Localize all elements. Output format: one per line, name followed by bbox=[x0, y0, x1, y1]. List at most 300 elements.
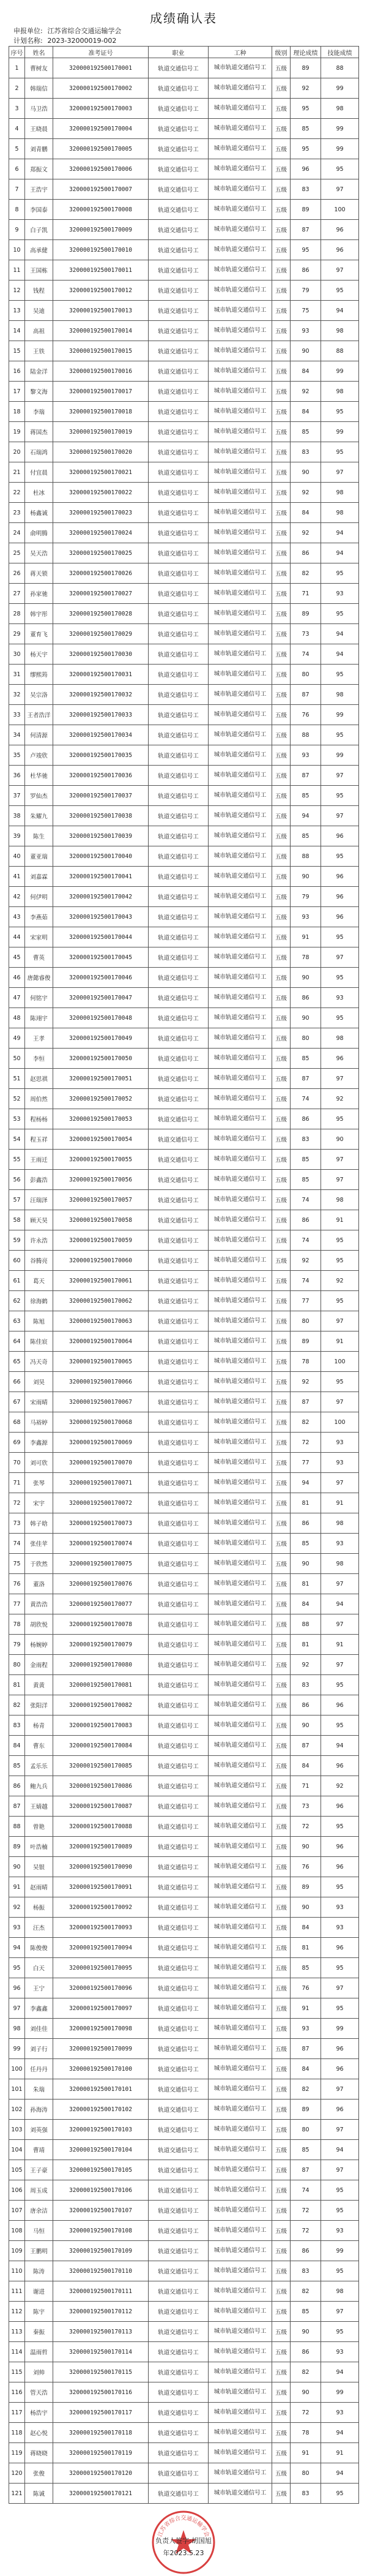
cell-theory: 81 bbox=[291, 1938, 321, 1958]
cell-no: 116 bbox=[9, 2382, 25, 2403]
cell-occupation: 轨道交通信号工 bbox=[149, 483, 209, 503]
cell-theory: 77 bbox=[291, 1291, 321, 1311]
cell-no: 113 bbox=[9, 2322, 25, 2342]
cell-no: 23 bbox=[9, 503, 25, 523]
cell-no: 92 bbox=[9, 1897, 25, 1918]
cell-theory: 72 bbox=[291, 2221, 321, 2241]
cell-level: 五级 bbox=[272, 200, 291, 220]
cell-no: 12 bbox=[9, 281, 25, 301]
cell-level: 五级 bbox=[272, 220, 291, 240]
cell-theory: 72 bbox=[291, 1817, 321, 1837]
cell-level: 五级 bbox=[272, 1877, 291, 1897]
cell-name: 何铭宇 bbox=[25, 988, 53, 1008]
cell-skill: 95 bbox=[321, 1230, 359, 1251]
cell-skill: 97 bbox=[321, 462, 359, 483]
cell-name: 赵思祺 bbox=[25, 1069, 53, 1089]
table-row bbox=[9, 2140, 359, 2160]
cell-level: 五级 bbox=[272, 806, 291, 826]
cell-occupation: 轨道交通信号工 bbox=[149, 1049, 209, 1069]
cell-theory: 78 bbox=[291, 2423, 321, 2443]
cell-work-type: 城市轨道交通信号工 bbox=[209, 867, 272, 887]
table-row bbox=[9, 2261, 359, 2281]
cell-ticket: 320000192500170078 bbox=[53, 1614, 149, 1635]
cell-level: 五级 bbox=[272, 1675, 291, 1695]
cell-name: 马恒 bbox=[25, 2221, 53, 2241]
cell-skill: 91 bbox=[321, 1210, 359, 1230]
cell-no: 66 bbox=[9, 1372, 25, 1392]
cell-level: 五级 bbox=[272, 745, 291, 766]
cell-ticket: 320000192500170044 bbox=[53, 927, 149, 947]
cell-name: 程玉祥 bbox=[25, 1129, 53, 1150]
cell-no: 77 bbox=[9, 1594, 25, 1614]
cell-ticket: 320000192500170101 bbox=[53, 2079, 149, 2100]
cell-name: 陈俊俊 bbox=[25, 1938, 53, 1958]
cell-theory: 89 bbox=[291, 1331, 321, 1352]
cell-level: 五级 bbox=[272, 1817, 291, 1837]
cell-ticket: 320000192500170012 bbox=[53, 281, 149, 301]
cell-level: 五级 bbox=[272, 2281, 291, 2302]
cell-level: 五级 bbox=[272, 1109, 291, 1129]
cell-work-type: 城市轨道交通信号工 bbox=[209, 2423, 272, 2443]
cell-ticket: 320000192500170029 bbox=[53, 624, 149, 644]
cell-occupation: 轨道交通信号工 bbox=[149, 1796, 209, 1817]
cell-name: 谢进 bbox=[25, 2281, 53, 2302]
cell-skill: 90 bbox=[321, 1129, 359, 1150]
cell-no: 22 bbox=[9, 483, 25, 503]
cell-work-type: 城市轨道交通信号工 bbox=[209, 1918, 272, 1938]
cell-no: 34 bbox=[9, 725, 25, 745]
table-row bbox=[9, 1655, 359, 1675]
cell-name: 卢竣欣 bbox=[25, 745, 53, 766]
cell-ticket: 320000192500170048 bbox=[53, 1008, 149, 1028]
cell-theory: 90 bbox=[291, 2382, 321, 2403]
cell-occupation: 轨道交通信号工 bbox=[149, 2342, 209, 2362]
table-row bbox=[9, 1837, 359, 1857]
cell-skill: 93 bbox=[321, 1453, 359, 1473]
cell-level: 五级 bbox=[272, 1897, 291, 1918]
cell-no: 101 bbox=[9, 2079, 25, 2100]
cell-level: 五级 bbox=[272, 1938, 291, 1958]
cell-name: 宋家明 bbox=[25, 927, 53, 947]
cell-no: 68 bbox=[9, 1412, 25, 1433]
cell-work-type: 城市轨道交通信号工 bbox=[209, 220, 272, 240]
cell-work-type: 城市轨道交通信号工 bbox=[209, 1008, 272, 1028]
cell-name: 王晓晨 bbox=[25, 119, 53, 139]
cell-name: 陈宇 bbox=[25, 2302, 53, 2322]
cell-no: 28 bbox=[9, 604, 25, 624]
cell-occupation: 轨道交通信号工 bbox=[149, 2362, 209, 2382]
cell-occupation: 轨道交通信号工 bbox=[149, 2322, 209, 2342]
plan-name-value: 2023-32000019-002 bbox=[47, 37, 117, 45]
cell-level: 五级 bbox=[272, 1352, 291, 1372]
table-row bbox=[9, 927, 359, 947]
table-row bbox=[9, 1554, 359, 1574]
cell-ticket: 320000192500170073 bbox=[53, 1513, 149, 1534]
table-row bbox=[9, 523, 359, 543]
cell-level: 五级 bbox=[272, 1129, 291, 1150]
cell-theory: 73 bbox=[291, 624, 321, 644]
cell-ticket: 320000192500170095 bbox=[53, 1958, 149, 1978]
cell-level: 五级 bbox=[272, 2039, 291, 2059]
cell-skill: 94 bbox=[321, 624, 359, 644]
table-row bbox=[9, 361, 359, 382]
cell-name: 吴银 bbox=[25, 1857, 53, 1877]
cell-occupation: 轨道交通信号工 bbox=[149, 2261, 209, 2281]
cell-skill: 95 bbox=[321, 2180, 359, 2201]
cell-no: 65 bbox=[9, 1352, 25, 1372]
cell-name: 王子豪 bbox=[25, 2160, 53, 2180]
cell-skill: 93 bbox=[321, 988, 359, 1008]
table-row bbox=[9, 2403, 359, 2423]
cell-ticket: 320000192500170001 bbox=[53, 58, 149, 78]
cell-level: 五级 bbox=[272, 1433, 291, 1453]
cell-theory: 85 bbox=[291, 1958, 321, 1978]
cell-name: 鲍九兵 bbox=[25, 1776, 53, 1796]
cell-theory: 81 bbox=[291, 1493, 321, 1513]
cell-work-type: 城市轨道交通信号工 bbox=[209, 1291, 272, 1311]
cell-occupation: 轨道交通信号工 bbox=[149, 1857, 209, 1877]
cell-level: 五级 bbox=[272, 462, 291, 483]
table-row bbox=[9, 402, 359, 422]
cell-work-type: 城市轨道交通信号工 bbox=[209, 260, 272, 281]
cell-work-type: 城市轨道交通信号工 bbox=[209, 1594, 272, 1614]
cell-skill: 95 bbox=[321, 725, 359, 745]
cell-occupation: 轨道交通信号工 bbox=[149, 1554, 209, 1574]
cell-occupation: 轨道交通信号工 bbox=[149, 867, 209, 887]
cell-skill: 97 bbox=[321, 1978, 359, 1998]
cell-skill: 97 bbox=[321, 1069, 359, 1089]
cell-ticket: 320000192500170097 bbox=[53, 1998, 149, 2019]
cell-skill: 97 bbox=[321, 1150, 359, 1170]
cell-work-type: 城市轨道交通信号工 bbox=[209, 665, 272, 685]
cell-work-type: 城市轨道交通信号工 bbox=[209, 927, 272, 947]
cell-work-type: 城市轨道交通信号工 bbox=[209, 1796, 272, 1817]
cell-no: 96 bbox=[9, 1978, 25, 1998]
cell-skill: 97 bbox=[321, 1170, 359, 1190]
cell-no: 41 bbox=[9, 867, 25, 887]
cell-level: 五级 bbox=[272, 2463, 291, 2484]
cell-work-type: 城市轨道交通信号工 bbox=[209, 1392, 272, 1412]
cell-skill: 96 bbox=[321, 1837, 359, 1857]
cell-no: 86 bbox=[9, 1776, 25, 1796]
cell-ticket: 320000192500170052 bbox=[53, 1089, 149, 1109]
cell-no: 61 bbox=[9, 1271, 25, 1291]
cell-occupation: 轨道交通信号工 bbox=[149, 2039, 209, 2059]
cell-no: 29 bbox=[9, 624, 25, 644]
cell-level: 五级 bbox=[272, 341, 291, 361]
table-row bbox=[9, 2484, 359, 2504]
table-row bbox=[9, 1190, 359, 1210]
cell-no: 24 bbox=[9, 523, 25, 543]
cell-skill: 95 bbox=[321, 1817, 359, 1837]
cell-occupation: 轨道交通信号工 bbox=[149, 907, 209, 927]
cell-level: 五级 bbox=[272, 1251, 291, 1271]
cell-level: 五级 bbox=[272, 1453, 291, 1473]
table-row bbox=[9, 1574, 359, 1594]
cell-level: 五级 bbox=[272, 786, 291, 806]
cell-name: 王宁 bbox=[25, 1978, 53, 1998]
cell-skill: 93 bbox=[321, 2342, 359, 2362]
cell-theory: 86 bbox=[291, 2342, 321, 2362]
cell-theory: 89 bbox=[291, 2100, 321, 2120]
cell-ticket: 320000192500170090 bbox=[53, 1857, 149, 1877]
cell-name: 陈翊宇 bbox=[25, 1008, 53, 1028]
page-title: 成绩确认表 bbox=[150, 11, 217, 26]
cell-skill: 94 bbox=[321, 1736, 359, 1756]
cell-theory: 90 bbox=[291, 1715, 321, 1736]
cell-level: 五级 bbox=[272, 1210, 291, 1230]
cell-occupation: 轨道交通信号工 bbox=[149, 1352, 209, 1372]
cell-work-type: 城市轨道交通信号工 bbox=[209, 2281, 272, 2302]
cell-theory: 87 bbox=[291, 2160, 321, 2180]
cell-name: 曹靖 bbox=[25, 2140, 53, 2160]
cell-skill: 94 bbox=[321, 2362, 359, 2382]
cell-skill: 98 bbox=[321, 1554, 359, 1574]
cell-occupation: 轨道交通信号工 bbox=[149, 1230, 209, 1251]
cell-theory: 78 bbox=[291, 947, 321, 968]
table-row bbox=[9, 1978, 359, 1998]
cell-occupation: 轨道交通信号工 bbox=[149, 2463, 209, 2484]
cell-theory: 71 bbox=[291, 584, 321, 604]
cell-ticket: 320000192500170112 bbox=[53, 2302, 149, 2322]
cell-ticket: 320000192500170047 bbox=[53, 988, 149, 1008]
table-row bbox=[9, 1675, 359, 1695]
cell-no: 57 bbox=[9, 1190, 25, 1210]
cell-no: 33 bbox=[9, 705, 25, 725]
cell-ticket: 320000192500170053 bbox=[53, 1109, 149, 1129]
cell-occupation: 轨道交通信号工 bbox=[149, 1089, 209, 1109]
cell-occupation: 轨道交通信号工 bbox=[149, 281, 209, 301]
cell-skill: 96 bbox=[321, 240, 359, 260]
cell-level: 五级 bbox=[272, 1311, 291, 1331]
table-row bbox=[9, 624, 359, 644]
cell-name: 曹英 bbox=[25, 947, 53, 968]
cell-work-type: 城市轨道交通信号工 bbox=[209, 422, 272, 442]
cell-skill: 95 bbox=[321, 786, 359, 806]
cell-occupation: 轨道交通信号工 bbox=[149, 1715, 209, 1736]
cell-level: 五级 bbox=[272, 179, 291, 200]
cell-work-type: 城市轨道交通信号工 bbox=[209, 1857, 272, 1877]
cell-name: 李瑞 bbox=[25, 402, 53, 422]
table-row bbox=[9, 2382, 359, 2403]
cell-ticket: 320000192500170072 bbox=[53, 1493, 149, 1513]
cell-ticket: 320000192500170009 bbox=[53, 220, 149, 240]
cell-ticket: 320000192500170021 bbox=[53, 462, 149, 483]
cell-level: 五级 bbox=[272, 2322, 291, 2342]
cell-work-type: 城市轨道交通信号工 bbox=[209, 584, 272, 604]
cell-level: 五级 bbox=[272, 2382, 291, 2403]
cell-theory: 85 bbox=[291, 2302, 321, 2322]
cell-level: 五级 bbox=[272, 1190, 291, 1210]
cell-no: 26 bbox=[9, 563, 25, 584]
cell-work-type: 城市轨道交通信号工 bbox=[209, 1109, 272, 1129]
table-row bbox=[9, 2302, 359, 2322]
table-row bbox=[9, 1473, 359, 1493]
cell-work-type: 城市轨道交通信号工 bbox=[209, 1756, 272, 1776]
cell-level: 五级 bbox=[272, 1554, 291, 1574]
cell-ticket: 320000192500170008 bbox=[53, 200, 149, 220]
cell-no: 27 bbox=[9, 584, 25, 604]
cell-skill: 95 bbox=[321, 1998, 359, 2019]
table-row bbox=[9, 1695, 359, 1715]
cell-work-type: 城市轨道交通信号工 bbox=[209, 1655, 272, 1675]
cell-no: 64 bbox=[9, 1331, 25, 1352]
cell-no: 85 bbox=[9, 1756, 25, 1776]
cell-work-type: 城市轨道交通信号工 bbox=[209, 826, 272, 846]
cell-name: 韩宇彤 bbox=[25, 604, 53, 624]
cell-skill: 98 bbox=[321, 2281, 359, 2302]
cell-work-type: 城市轨道交通信号工 bbox=[209, 2180, 272, 2201]
cell-ticket: 320000192500170022 bbox=[53, 483, 149, 503]
cell-skill: 95 bbox=[321, 563, 359, 584]
cell-occupation: 轨道交通信号工 bbox=[149, 2079, 209, 2100]
cell-theory: 83 bbox=[291, 2484, 321, 2504]
table-row bbox=[9, 1635, 359, 1655]
cell-skill: 99 bbox=[321, 119, 359, 139]
header-skill: 技能成绩 bbox=[321, 47, 359, 58]
cell-name: 董育飞 bbox=[25, 624, 53, 644]
cell-work-type: 城市轨道交通信号工 bbox=[209, 1574, 272, 1594]
cell-no: 36 bbox=[9, 766, 25, 786]
cell-work-type: 城市轨道交通信号工 bbox=[209, 1837, 272, 1857]
cell-skill: 95 bbox=[321, 846, 359, 867]
cell-name: 赵心悦 bbox=[25, 2423, 53, 2443]
cell-theory: 86 bbox=[291, 260, 321, 281]
cell-work-type: 城市轨道交通信号工 bbox=[209, 2362, 272, 2382]
table-row bbox=[9, 2201, 359, 2221]
cell-name: 曹东 bbox=[25, 1736, 53, 1756]
cell-no: 17 bbox=[9, 382, 25, 402]
table-row bbox=[9, 1251, 359, 1271]
cell-level: 五级 bbox=[272, 1150, 291, 1170]
cell-skill: 100 bbox=[321, 200, 359, 220]
cell-no: 94 bbox=[9, 1938, 25, 1958]
cell-no: 105 bbox=[9, 2160, 25, 2180]
table-row bbox=[9, 968, 359, 988]
cell-work-type: 城市轨道交通信号工 bbox=[209, 624, 272, 644]
cell-theory: 87 bbox=[291, 685, 321, 705]
table-row bbox=[9, 1897, 359, 1918]
cell-occupation: 轨道交通信号工 bbox=[149, 1655, 209, 1675]
cell-work-type: 城市轨道交通信号工 bbox=[209, 99, 272, 119]
cell-skill: 95 bbox=[321, 2322, 359, 2342]
cell-ticket: 320000192500170076 bbox=[53, 1574, 149, 1594]
table-row bbox=[9, 220, 359, 240]
table-row bbox=[9, 2281, 359, 2302]
cell-occupation: 轨道交通信号工 bbox=[149, 1311, 209, 1331]
cell-theory: 84 bbox=[291, 402, 321, 422]
cell-ticket: 320000192500170116 bbox=[53, 2382, 149, 2403]
cell-no: 62 bbox=[9, 1291, 25, 1311]
cell-no: 71 bbox=[9, 1473, 25, 1493]
cell-occupation: 轨道交通信号工 bbox=[149, 1675, 209, 1695]
cell-no: 7 bbox=[9, 179, 25, 200]
cell-ticket: 320000192500170043 bbox=[53, 907, 149, 927]
cell-work-type: 城市轨道交通信号工 bbox=[209, 2059, 272, 2079]
cell-skill: 100 bbox=[321, 1412, 359, 1433]
cell-occupation: 轨道交通信号工 bbox=[149, 1150, 209, 1170]
table-row bbox=[9, 1109, 359, 1129]
cell-occupation: 轨道交通信号工 bbox=[149, 745, 209, 766]
cell-theory: 89 bbox=[291, 1877, 321, 1897]
cell-occupation: 轨道交通信号工 bbox=[149, 1190, 209, 1210]
table-row bbox=[9, 725, 359, 745]
cell-ticket: 320000192500170092 bbox=[53, 1897, 149, 1918]
cell-theory: 73 bbox=[291, 1796, 321, 1817]
cell-name: 陈涛 bbox=[25, 2261, 53, 2281]
cell-level: 五级 bbox=[272, 947, 291, 968]
cell-occupation: 轨道交通信号工 bbox=[149, 422, 209, 442]
cell-level: 五级 bbox=[272, 260, 291, 281]
cell-no: 110 bbox=[9, 2261, 25, 2281]
cell-occupation: 轨道交通信号工 bbox=[149, 826, 209, 846]
cell-no: 99 bbox=[9, 2039, 25, 2059]
cell-work-type: 城市轨道交通信号工 bbox=[209, 2019, 272, 2039]
cell-level: 五级 bbox=[272, 1655, 291, 1675]
cell-occupation: 轨道交通信号工 bbox=[149, 341, 209, 361]
cell-no: 83 bbox=[9, 1715, 25, 1736]
cell-work-type: 城市轨道交通信号工 bbox=[209, 2302, 272, 2322]
cell-ticket: 320000192500170019 bbox=[53, 422, 149, 442]
cell-name: 董亚瑞 bbox=[25, 846, 53, 867]
cell-name: 吴天浩 bbox=[25, 543, 53, 563]
cell-occupation: 轨道交通信号工 bbox=[149, 240, 209, 260]
cell-name: 白天 bbox=[25, 1958, 53, 1978]
cell-skill: 95 bbox=[321, 604, 359, 624]
cell-skill: 94 bbox=[321, 2423, 359, 2443]
cell-level: 五级 bbox=[272, 361, 291, 382]
cell-work-type: 城市轨道交通信号工 bbox=[209, 2221, 272, 2241]
cell-name: 杜华驰 bbox=[25, 766, 53, 786]
cell-level: 五级 bbox=[272, 159, 291, 179]
cell-occupation: 轨道交通信号工 bbox=[149, 887, 209, 907]
table-row bbox=[9, 2463, 359, 2484]
table-row bbox=[9, 2221, 359, 2241]
cell-occupation: 轨道交通信号工 bbox=[149, 1978, 209, 1998]
cell-level: 五级 bbox=[272, 887, 291, 907]
cell-ticket: 320000192500170102 bbox=[53, 2100, 149, 2120]
cell-ticket: 320000192500170015 bbox=[53, 341, 149, 361]
cell-work-type: 城市轨道交通信号工 bbox=[209, 361, 272, 382]
cell-level: 五级 bbox=[272, 2140, 291, 2160]
cell-skill: 95 bbox=[321, 1109, 359, 1129]
cell-no: 4 bbox=[9, 119, 25, 139]
cell-level: 五级 bbox=[272, 1998, 291, 2019]
cell-level: 五级 bbox=[272, 2100, 291, 2120]
cell-work-type: 城市轨道交通信号工 bbox=[209, 2120, 272, 2140]
cell-level: 五级 bbox=[272, 1392, 291, 1412]
cell-level: 五级 bbox=[272, 826, 291, 846]
cell-no: 91 bbox=[9, 1877, 25, 1897]
cell-theory: 74 bbox=[291, 1230, 321, 1251]
cell-occupation: 轨道交通信号工 bbox=[149, 1331, 209, 1352]
cell-skill: 99 bbox=[321, 78, 359, 99]
cell-name: 郑振文 bbox=[25, 159, 53, 179]
table-row bbox=[9, 2241, 359, 2261]
table-row bbox=[9, 200, 359, 220]
table-row bbox=[9, 301, 359, 321]
cell-no: 120 bbox=[9, 2463, 25, 2484]
cell-skill: 97 bbox=[321, 1311, 359, 1331]
cell-no: 47 bbox=[9, 988, 25, 1008]
cell-theory: 92 bbox=[291, 1372, 321, 1392]
cell-theory: 90 bbox=[291, 968, 321, 988]
plan-name-label: 计划名称: bbox=[13, 37, 43, 45]
cell-occupation: 轨道交通信号工 bbox=[149, 2241, 209, 2261]
cell-level: 五级 bbox=[272, 2160, 291, 2180]
table-row bbox=[9, 341, 359, 361]
cell-ticket: 320000192500170036 bbox=[53, 766, 149, 786]
